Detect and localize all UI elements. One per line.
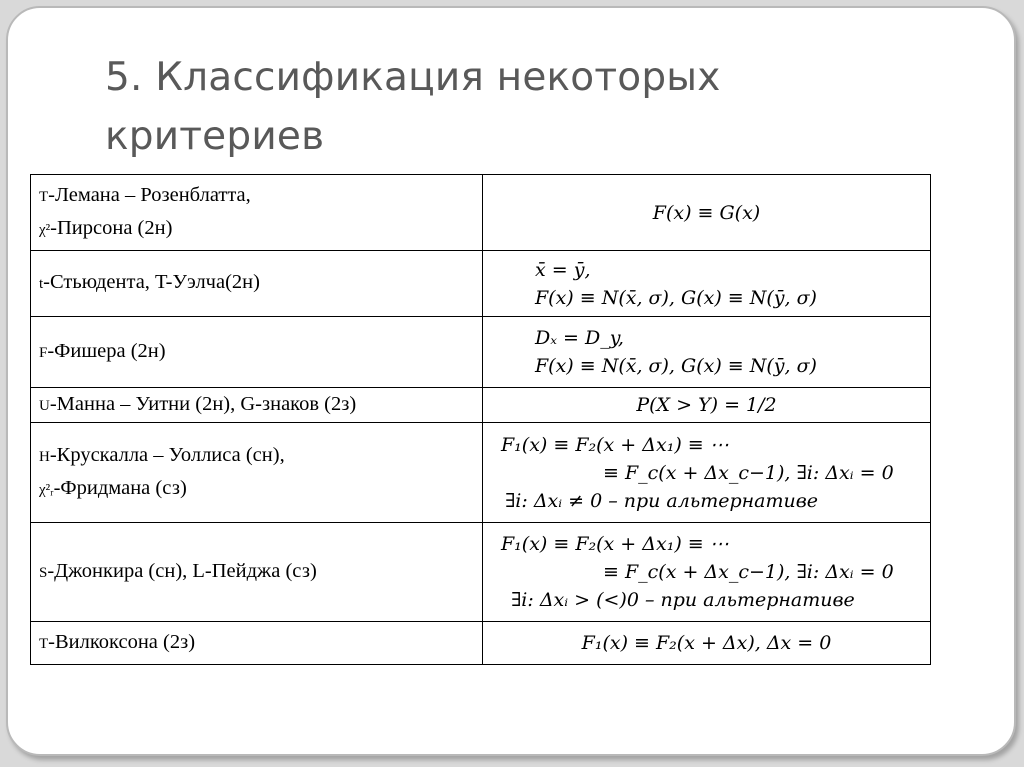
criterion-name-line — [39, 267, 474, 300]
criterion-name-line — [39, 213, 474, 246]
criterion-text: -Крускалла – Уоллиса (сн), — [49, 443, 285, 466]
slide-title — [105, 48, 865, 166]
hypothesis-cell — [483, 175, 931, 251]
criterion-name-line — [39, 556, 474, 589]
criterion-name-cell — [31, 251, 483, 317]
criterion-name-cell — [31, 175, 483, 251]
table-row — [31, 523, 931, 622]
criterion-name-cell — [31, 423, 483, 523]
criterion-text: -Вилкоксона (2з) — [48, 630, 196, 653]
criterion-name-line — [39, 627, 474, 660]
criterion-name-line — [39, 336, 474, 369]
hypothesis-formula-line: F₁(x) ≡ F₂(x + Δx₁) ≡ ⋯ — [501, 533, 729, 555]
hypothesis-formula-line: F(x) ≡ N(x̄, σ), G(x) ≡ N(ȳ, σ) — [535, 286, 817, 309]
criterion-name-line — [39, 473, 474, 506]
criterion-name-cell — [31, 317, 483, 388]
criterion-name-line — [39, 180, 474, 213]
slide-title-line-2: критериев — [105, 114, 325, 159]
criterion-name-cell — [31, 523, 483, 622]
hypothesis-cell — [483, 251, 931, 317]
criterion-letter: χ² — [39, 221, 51, 238]
hypothesis-formula-line: ∃i: Δxᵢ > (<)0 – при альтернативе — [511, 589, 855, 611]
criterion-text: -Манна – Уитни (2н), G-знаков (2з) — [49, 392, 357, 415]
hypothesis-formula-line: ≡ F_c(x + Δx_c−1), ∃i: Δxᵢ = 0 — [603, 561, 894, 583]
hypothesis-formula-line: F₁(x) ≡ F₂(x + Δx₁) ≡ ⋯ — [501, 433, 729, 456]
hypothesis-formula-line: F(x) ≡ G(x) — [652, 201, 761, 224]
criteria-table — [30, 174, 931, 665]
criterion-text: -Стьюдента, T-Уэлча(2н) — [43, 271, 260, 293]
criterion-letter: S — [39, 564, 48, 581]
table-row — [31, 251, 931, 317]
table-row — [31, 175, 931, 251]
hypothesis-cell — [483, 523, 931, 622]
hypothesis-formula-line: F(x) ≡ N(x̄, σ), G(x) ≡ N(ȳ, σ) — [535, 355, 817, 377]
slide — [6, 6, 1016, 756]
criterion-text: -Фишера (2н) — [47, 339, 166, 362]
hypothesis-cell — [483, 317, 931, 388]
criterion-text: -Пирсона (2н) — [50, 216, 173, 239]
criterion-text: -Джонкира (сн), L-Пейджа (сз) — [47, 559, 317, 582]
hypothesis-cell — [483, 423, 931, 523]
hypothesis-formula-line: ∃i: Δxᵢ ≠ 0 – при альтернативе — [505, 489, 819, 512]
criterion-name-cell — [31, 622, 483, 665]
criterion-letter: t — [39, 276, 44, 292]
hypothesis-cell — [483, 388, 931, 423]
table-row — [31, 388, 931, 423]
table-row — [31, 622, 931, 665]
hypothesis-formula-line: F₁(x) ≡ F₂(x + Δx), Δx = 0 — [581, 632, 832, 654]
criterion-letter: T — [39, 188, 49, 205]
criterion-letter: H — [39, 448, 50, 465]
hypothesis-cell — [483, 622, 931, 665]
hypothesis-formula-line: x̄ = ȳ, — [535, 258, 591, 281]
table-row — [31, 317, 931, 388]
slide-title-line-1: 5. Классификация некоторых — [105, 55, 721, 100]
hypothesis-formula-line: Dₓ = D_y, — [535, 327, 624, 349]
criterion-letter: F — [39, 344, 48, 361]
hypothesis-formula-line: P(X > Y) = 1/2 — [636, 394, 777, 416]
criterion-name-cell — [31, 388, 483, 423]
hypothesis-formula-line: ≡ F_c(x + Δx_c−1), ∃i: Δxᵢ = 0 — [603, 461, 894, 484]
table-row — [31, 423, 931, 523]
criterion-name-line — [39, 389, 474, 422]
criterion-letter: T — [39, 635, 49, 652]
criterion-letter: U — [39, 397, 50, 414]
criterion-text: -Фридмана (сз) — [53, 476, 187, 499]
criterion-letter: χ²ᵣ — [39, 481, 54, 498]
criterion-text: -Лемана – Розенблатта, — [48, 183, 251, 206]
criterion-name-line — [39, 440, 474, 473]
